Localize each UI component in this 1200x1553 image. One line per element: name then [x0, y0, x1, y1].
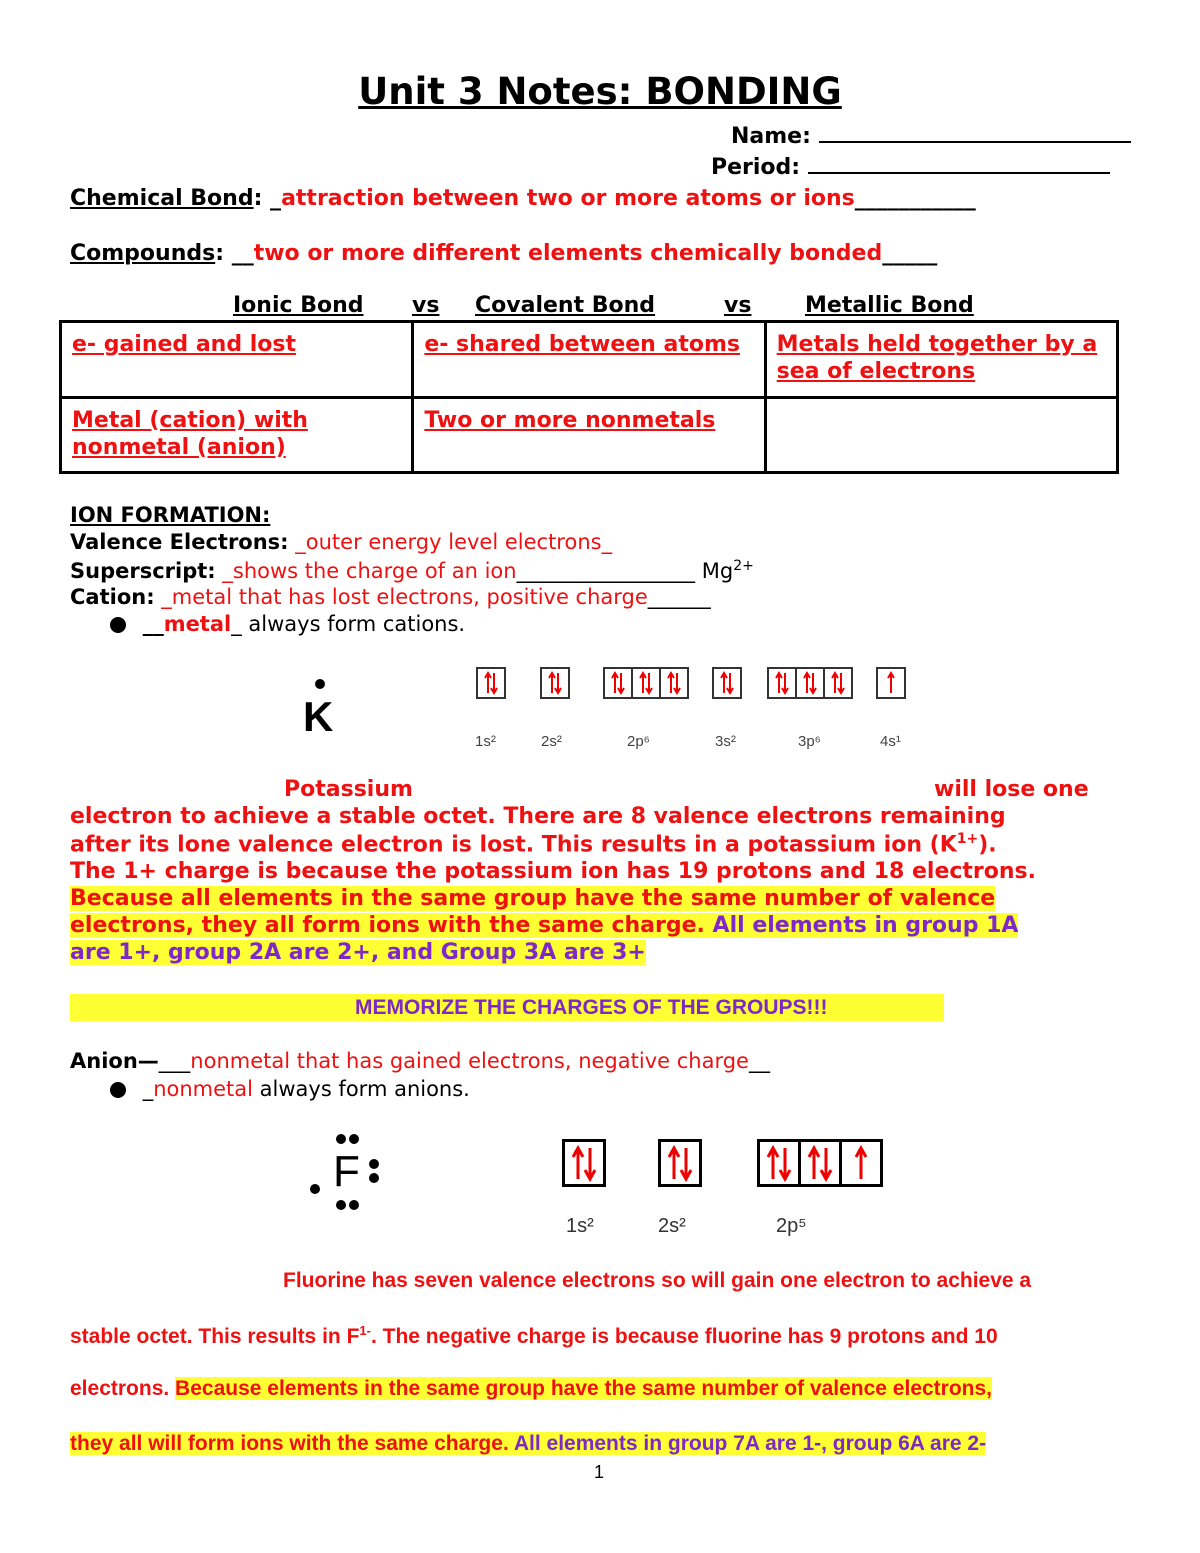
potassium-line-7 — [70, 940, 646, 965]
bullet-icon — [110, 617, 126, 633]
potassium-word: Potassium — [284, 777, 413, 802]
k-orbital-2s — [540, 667, 570, 699]
page-number: 1 — [594, 1462, 605, 1482]
orbital-cell — [542, 669, 568, 697]
orbital-cell — [795, 669, 823, 697]
cation-value: metal that has lost electrons, positive charge — [171, 585, 648, 609]
compounds-pre: __ — [224, 241, 254, 266]
f-dot — [310, 1184, 320, 1194]
chemical-bond-value: attraction between two or more atoms or ions — [281, 186, 855, 211]
table-cell-covalent-1 — [413, 322, 765, 398]
f-dot — [369, 1159, 379, 1169]
superscript-value: shows the charge of an ion — [232, 559, 517, 583]
anion-bullet — [110, 1077, 470, 1101]
superscript-label: Superscript: — [70, 559, 216, 583]
fluorine-line-1: Fluorine has seven valence electrons so will gain one electron to achieve a — [283, 1269, 1032, 1292]
bond-comparison-table — [59, 320, 1119, 474]
page-title: Unit 3 Notes: BONDING — [358, 70, 842, 113]
anion-pre: ___ — [158, 1049, 191, 1073]
orbital-cell — [823, 669, 851, 697]
potassium-line-7-text: are 1+, group 2A are 2+, and Group 3A are 3+ — [70, 940, 646, 965]
fluorine-line-3-highlight: Because elements in the same group have the same number of valence electrons, — [175, 1377, 993, 1400]
f-orbital-label: 2s² — [658, 1215, 686, 1237]
k-orbital-label: 3p⁶ — [798, 733, 821, 750]
potassium-line-4: The 1+ charge is because the potassium ion has 19 protons and 18 electrons. — [70, 859, 1037, 884]
valence-trail: _ — [601, 530, 613, 554]
fluorine-line-4 — [70, 1432, 986, 1456]
table-cell-ionic-2 — [61, 397, 413, 473]
table-cell-metallic-1 — [765, 322, 1117, 398]
f-dot — [369, 1173, 379, 1183]
compounds-colon: : — [215, 241, 225, 266]
orbital-cell — [714, 669, 740, 697]
mg-symbol: Mg — [701, 559, 734, 583]
orbital-cell — [661, 1142, 699, 1184]
covalent-bond-heading: Covalent Bond — [475, 293, 656, 318]
potassium-line-6 — [70, 913, 1018, 938]
potassium-line-2: electron to achieve a stable octet. There are 8 valence electrons remaining — [70, 804, 1006, 829]
cation-label: Cation: — [70, 585, 155, 609]
k-orbital-label: 4s¹ — [880, 733, 901, 750]
valence-label: Valence Electrons: — [70, 530, 289, 554]
f-orbital-2s — [658, 1139, 702, 1187]
k-orbital-1s — [476, 667, 506, 699]
f-orbital-1s — [562, 1139, 606, 1187]
orbital-cell — [478, 669, 504, 697]
orbital-cell — [631, 669, 659, 697]
f-dot — [336, 1200, 346, 1210]
table-row — [61, 322, 1118, 398]
bullet1-value: metal — [163, 612, 232, 636]
potassium-line-3-end: ). — [978, 832, 997, 858]
potassium-lose-one: will lose one — [934, 777, 1089, 802]
compounds-label: Compounds — [70, 241, 216, 266]
valence-electrons-definition — [70, 530, 612, 554]
memorize-text: MEMORIZE THE CHARGES OF THE GROUPS!!! — [355, 996, 828, 1019]
valence-value: outer energy level electrons — [305, 530, 602, 554]
potassium-line-5-text: Because all elements in the same group have the same number of valence — [70, 886, 996, 911]
table-cell-ionic-1 — [61, 322, 413, 398]
bullet1-post: _ always form cations. — [231, 612, 466, 636]
k-orbital-label: 2p⁶ — [627, 733, 650, 750]
f-dot — [349, 1134, 359, 1144]
superscript-pre: _ — [215, 559, 233, 583]
potassium-line-6-purple: All elements in group 1A — [712, 913, 1019, 938]
cell-text: Metal (cation) with nonmetal (anion) — [72, 407, 308, 460]
potassium-line-3 — [70, 831, 997, 857]
k-orbital-3s — [712, 667, 742, 699]
anion-bullet-value: nonmetal — [153, 1077, 253, 1101]
chemical-bond-trail: ___________ — [854, 186, 976, 211]
potassium-line-5 — [70, 886, 995, 911]
name-label: Name: — [731, 124, 811, 149]
ionic-bond-heading: Ionic Bond — [233, 293, 364, 318]
k-orbital-3p — [767, 667, 853, 699]
fluorine-line-2-end: . The negative charge is because fluorine has 9 protons and 10 — [370, 1325, 998, 1348]
table-row — [61, 397, 1118, 473]
period-field-row — [711, 155, 1110, 180]
fluorine-line-3 — [70, 1377, 992, 1401]
compounds-trail: _____ — [882, 241, 938, 266]
potassium-line-6-red: electrons, they all form ions with the same charge. — [70, 913, 713, 938]
cell-text: Metals held together by a sea of electrons — [776, 332, 1098, 384]
anion-definition — [70, 1049, 770, 1073]
orbital-cell — [565, 1142, 603, 1184]
fluorine-line-4-purple: All elements in group 7A are 1-, group 6A are 2- — [513, 1432, 987, 1455]
fluorine-line-2-text: stable octet. This results in F — [70, 1325, 360, 1348]
period-label: Period: — [711, 155, 801, 180]
compounds-value: two or more different elements chemically bonded — [253, 241, 883, 266]
potassium-symbol: K — [303, 693, 334, 740]
bullet-icon — [110, 1082, 126, 1098]
f-dot — [349, 1200, 359, 1210]
anion-bullet-post: always form anions. — [252, 1077, 470, 1101]
k-orbital-2p — [603, 667, 689, 699]
memorize-banner — [70, 994, 944, 1021]
k-orbital-label: 3s² — [715, 733, 736, 750]
chemical-bond-colon: : — [253, 186, 263, 211]
anion-value: nonmetal that has gained electrons, negative charge — [190, 1049, 749, 1073]
bullet1-pre: __ — [142, 612, 164, 636]
chemical-bond-pre: _ — [262, 186, 282, 211]
f-charge: 1- — [359, 1323, 371, 1338]
chemical-bond-definition — [70, 186, 976, 211]
cation-bullet — [110, 612, 465, 636]
period-line[interactable] — [808, 172, 1110, 174]
anion-bullet-pre: _ — [142, 1077, 154, 1101]
orbital-cell — [659, 669, 687, 697]
k-orbital-label: 2s² — [541, 733, 562, 750]
potassium-line-3-text: after its lone valence electron is lost. This results in a potassium ion (K — [70, 832, 957, 858]
table-cell-covalent-2 — [413, 397, 765, 473]
metallic-bond-heading: Metallic Bond — [805, 293, 974, 318]
orbital-cell — [839, 1142, 880, 1184]
vs-1: vs — [412, 293, 440, 318]
name-field-row — [731, 124, 1131, 149]
f-dot — [336, 1134, 346, 1144]
f-orbital-2p — [757, 1139, 883, 1187]
orbital-cell — [769, 669, 795, 697]
k-charge: 1+ — [956, 831, 979, 847]
k-orbital-4s — [876, 667, 906, 699]
superscript-trail: _________________ — [516, 559, 696, 583]
cell-text: e- gained and lost — [72, 332, 297, 357]
orbital-cell — [878, 669, 904, 697]
cell-text: Two or more nonmetals — [424, 407, 716, 433]
valence-pre: _ — [288, 530, 306, 554]
vs-2: vs — [724, 293, 752, 318]
orbital-cell — [798, 1142, 839, 1184]
k-orbital-label: 1s² — [475, 733, 496, 750]
cation-pre: _ — [154, 585, 172, 609]
superscript-definition — [70, 558, 754, 583]
ion-formation-heading: ION FORMATION: — [70, 503, 271, 527]
f-orbital-label: 2p⁵ — [776, 1215, 807, 1237]
orbital-cell — [760, 1142, 798, 1184]
cell-text: e- shared between atoms — [424, 332, 740, 357]
orbital-cell — [605, 669, 631, 697]
cation-definition — [70, 585, 711, 609]
anion-label: Anion— — [70, 1049, 159, 1073]
k-valence-dot — [315, 679, 325, 689]
mg-charge: 2+ — [733, 558, 754, 574]
f-orbital-label: 1s² — [566, 1215, 594, 1237]
compounds-definition — [70, 241, 937, 266]
name-line[interactable] — [819, 141, 1131, 143]
fluorine-line-2 — [70, 1323, 998, 1349]
table-cell-metallic-2 — [765, 397, 1117, 473]
fluorine-line-3-red: electrons. — [70, 1377, 176, 1400]
chemical-bond-label: Chemical Bond — [70, 186, 254, 211]
fluorine-line-4-red: they all will form ions with the same charge. — [70, 1432, 514, 1455]
fluorine-symbol: F — [333, 1147, 360, 1196]
anion-trail: __ — [748, 1049, 770, 1073]
cation-trail: ______ — [647, 585, 711, 609]
